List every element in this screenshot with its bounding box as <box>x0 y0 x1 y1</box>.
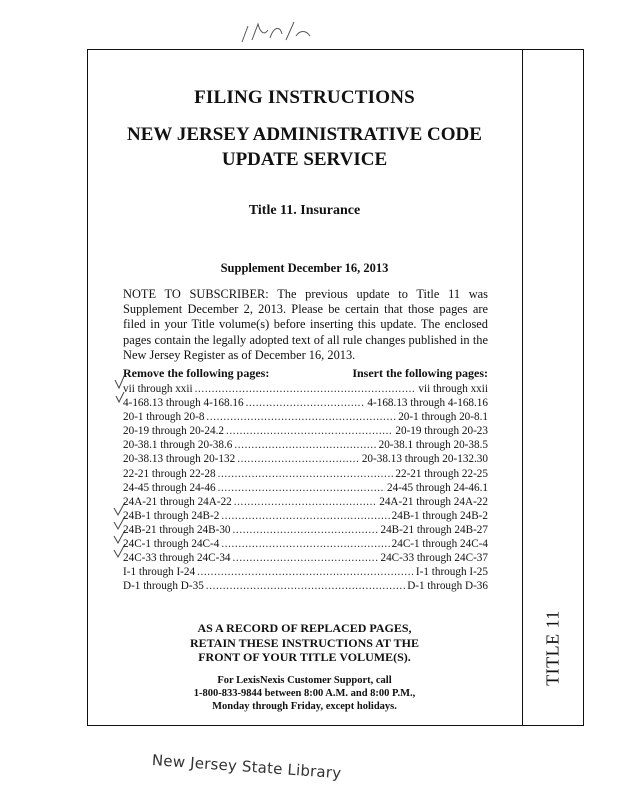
leader-dots <box>206 410 396 424</box>
table-row <box>123 551 488 565</box>
insert-pages: 24C-33 through 24C-37 <box>380 552 488 565</box>
record-line1: AS A RECORD OF REPLACED PAGES, <box>197 621 412 635</box>
remove-pages: 24B-21 through 24B-30 <box>123 523 231 536</box>
customer-support <box>87 674 522 714</box>
table-row <box>123 452 488 466</box>
record-line3: FRONT OF YOUR TITLE VOLUME(S). <box>198 650 411 664</box>
insert-pages: 24B-1 through 24B-2 <box>391 509 488 522</box>
remove-pages: 4-168.13 through 4-168.16 <box>123 397 244 410</box>
remove-pages: vii through xxii <box>123 383 193 395</box>
title-name: Title 11. Insurance <box>248 203 361 218</box>
leader-dots <box>237 452 360 466</box>
remove-pages: 20-38.1 through 20-38.6 <box>123 439 233 452</box>
leader-dots <box>221 537 389 551</box>
table-row <box>123 382 488 396</box>
pages-table-header <box>123 366 488 381</box>
record-line2: RETAIN THESE INSTRUCTIONS AT THE <box>190 635 419 650</box>
remove-pages: 20-38.13 through 20-132 <box>123 453 236 466</box>
handwritten-scribble <box>230 18 330 48</box>
leader-dots <box>197 565 414 579</box>
insert-pages: 24B-21 through 24B-27 <box>380 523 488 536</box>
insert-pages: I-1 through I-25 <box>415 566 488 579</box>
insert-pages: 24A-21 through 24A-22 <box>379 495 488 508</box>
table-row <box>123 481 488 495</box>
table-row <box>123 565 488 579</box>
leader-dots <box>233 523 379 537</box>
table-row <box>123 438 488 452</box>
remove-pages: 24A-21 through 24A-22 <box>123 495 232 508</box>
insert-pages: 4-168.13 through 4-168.16 <box>367 397 488 410</box>
remove-header: Remove the following pages: <box>123 366 270 380</box>
leader-dots <box>206 579 405 593</box>
remove-pages: D-1 through D-35 <box>123 580 204 593</box>
support-line1: For LexisNexis Customer Support, call <box>217 675 392 686</box>
leader-dots <box>234 495 377 509</box>
insert-pages: D-1 through D-36 <box>407 580 488 593</box>
leader-dots <box>221 509 389 523</box>
insert-pages: vii through xxii <box>418 383 488 395</box>
table-row <box>123 410 488 424</box>
leader-dots <box>218 467 394 481</box>
code-title-line1: NEW JERSEY ADMINISTRATIVE CODE <box>127 124 482 145</box>
table-row <box>123 424 488 438</box>
remove-pages: I-1 through I-24 <box>123 566 196 579</box>
table-row <box>123 523 488 537</box>
leader-dots <box>226 424 393 438</box>
support-line3: Monday through Friday, except holidays. <box>212 701 397 713</box>
table-row <box>123 467 488 481</box>
leader-dots <box>218 481 385 495</box>
code-title <box>87 122 522 172</box>
leader-dots <box>234 438 376 452</box>
insert-pages: 22-21 through 22-25 <box>395 467 488 480</box>
support-line2: 1-800-833-9844 between 8:00 A.M. and 8:00 P.M., <box>193 688 416 700</box>
table-row <box>123 537 488 551</box>
library-stamp: New Jersey State Library <box>151 751 342 783</box>
leader-dots <box>233 551 379 565</box>
supplement-date: Supplement December 16, 2013 <box>220 261 389 275</box>
record-instruction <box>87 621 522 665</box>
remove-pages: 24C-1 through 24C-4 <box>123 538 220 551</box>
leader-dots <box>195 382 417 396</box>
insert-pages: 24-45 through 24-46.1 <box>387 481 488 494</box>
insert-pages: 20-38.13 through 20-132.30 <box>361 453 488 466</box>
remove-pages: 22-21 through 22-28 <box>123 467 216 480</box>
table-row <box>123 509 488 523</box>
insert-pages: 20-38.1 through 20-38.5 <box>378 439 488 452</box>
insert-header: Insert the following pages: <box>352 366 488 380</box>
remove-pages: 24B-1 through 24B-2 <box>123 509 220 522</box>
insert-pages: 20-19 through 20-23 <box>395 425 488 438</box>
subscriber-note: NOTE TO SUBSCRIBER: The previous update to Title 11 was Supplement December 2, 2013. Please be certain that those pages are filed in your Title volume(s) before inserting this update. The enclosed pages contain the legally adopted text of all rule changes published in the New Jersey Register as of December 16, 2013. <box>123 287 488 362</box>
side-title-label: TITLE 11 <box>542 610 563 686</box>
leader-dots <box>246 396 366 410</box>
table-row <box>123 579 488 593</box>
insert-pages: 20-1 through 20-8.1 <box>398 411 488 424</box>
code-title-line2: UPDATE SERVICE <box>221 149 388 170</box>
remove-pages: 24-45 through 24-46 <box>123 481 216 494</box>
insert-pages: 24C-1 through 24C-4 <box>391 538 488 551</box>
pages-list <box>123 382 488 593</box>
table-row <box>123 396 488 410</box>
page-title: FILING INSTRUCTIONS <box>194 87 415 108</box>
side-divider <box>522 50 523 725</box>
remove-pages: 20-1 through 20-8 <box>123 411 205 424</box>
remove-pages: 24C-33 through 24C-34 <box>123 552 231 565</box>
remove-pages: 20-19 through 20-24.2 <box>123 425 224 438</box>
table-row <box>123 495 488 509</box>
